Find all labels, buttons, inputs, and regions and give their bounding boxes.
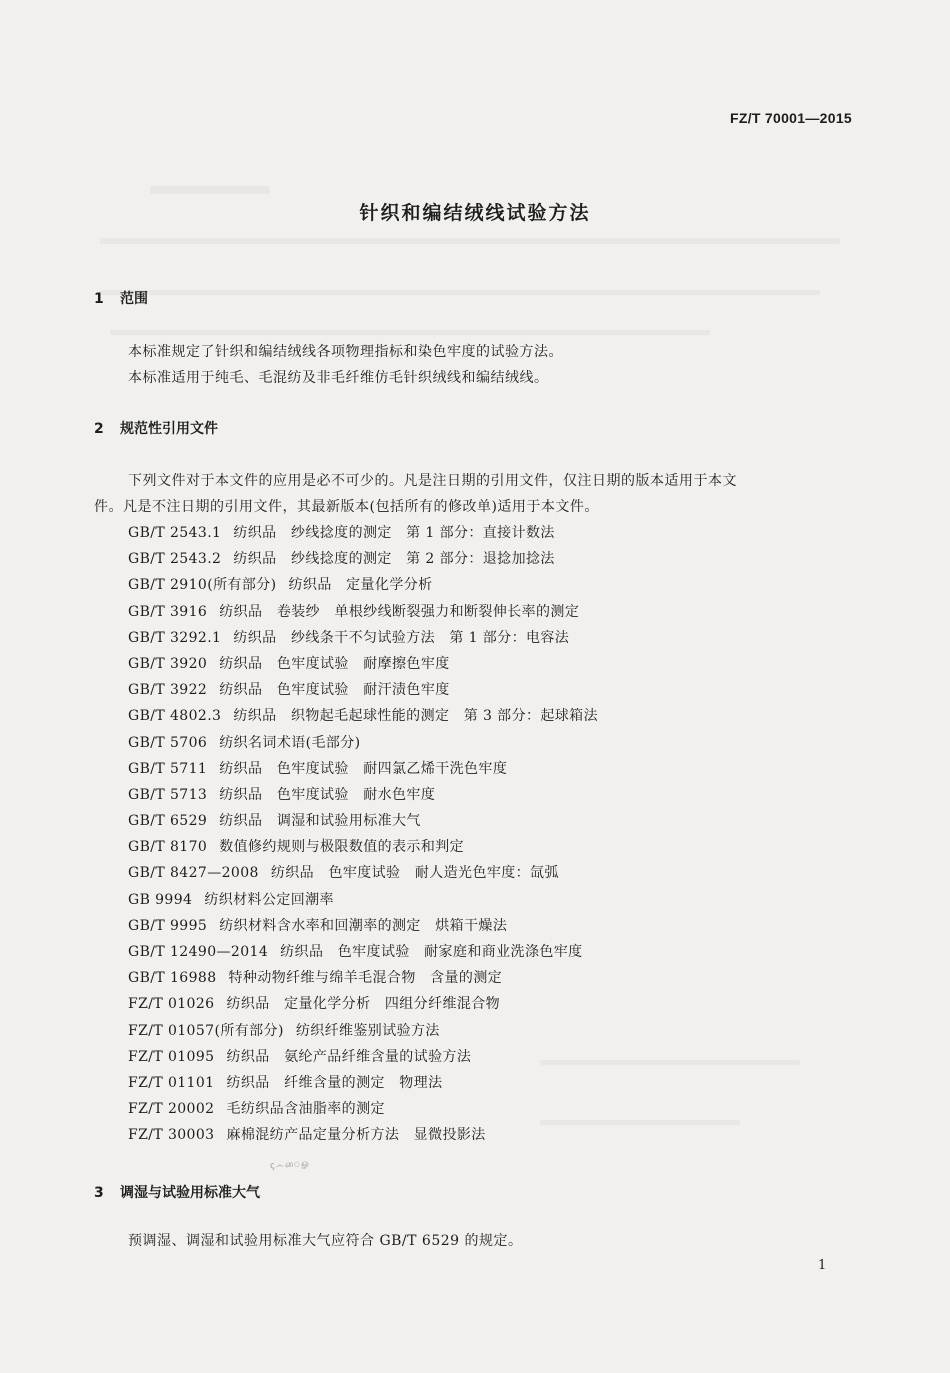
bleed-through-mark [150,186,270,194]
reference-title: 纺织品 纱线捻度的测定 第 1 部分：直接计数法 [233,525,555,541]
page-number: 1 [818,1258,827,1273]
reference-code: GB/T 16988 [128,970,217,987]
reference-item [128,703,598,729]
reference-item [128,939,598,965]
reference-title: 纺织名词术语(毛部分) [219,734,361,751]
bleed-through-mark [110,330,710,335]
reference-code: FZ/T 01057(所有部分) [128,1022,284,1039]
reference-item [128,913,598,939]
reference-code: FZ/T 01026 [128,996,215,1013]
reference-code: GB/T 3920 [128,655,208,672]
reference-code: GB/T 3916 [128,603,208,620]
reference-code: GB/T 9995 [128,917,208,934]
reference-title: 纺织品 纤维含量的测定 物理法 [226,1074,443,1091]
reference-code: GB/T 5706 [128,734,208,751]
bleed-through-mark [100,290,820,295]
reference-title: 纺织品 色牢度试验 耐人造光色牢度：氙弧 [270,865,559,882]
reference-title: 纺织材料含水率和回潮率的测定 烘箱干燥法 [219,917,508,934]
section-title: 范围 [120,291,148,307]
reference-item [128,860,598,886]
reference-item [128,965,598,991]
reference-title: 纺织品 调湿和试验用标准大气 [219,813,421,830]
reference-title: 特种动物纤维与绵羊毛混合物 含量的测定 [228,970,503,987]
reference-code: GB/T 5713 [128,786,208,803]
atmosphere-paragraph: 预调湿、调湿和试验用标准大气应符合 GB/T 6529 的规定。 [128,1233,523,1249]
reference-code: GB/T 2543.2 [128,551,222,568]
reference-title: 毛纺织品含油脂率的测定 [226,1101,385,1118]
standard-code: FZ/T 70001—2015 [729,110,852,126]
reference-title: 纺织品 织物起毛起球性能的测定 第 3 部分：起球箱法 [233,708,598,725]
reference-item [128,572,598,598]
reference-code: GB/T 8170 [128,839,208,856]
reference-item [128,546,598,572]
reference-title: 纺织品 卷装纱 单根纱线断裂强力和断裂伸长率的测定 [219,603,580,620]
reference-item [128,887,598,913]
reference-title: 纺织品 定量化学分析 [288,577,433,594]
reference-item [128,599,598,625]
reference-code: GB/T 3292.1 [128,629,222,646]
reference-list [128,520,598,1149]
reference-title: 纺织品 色牢度试验 耐家庭和商业洗涤色牢度 [280,944,583,960]
reference-title: 纺织品 色牢度试验 耐汗渍色牢度 [219,682,450,699]
reference-item [128,1096,598,1122]
reference-item [128,808,598,834]
section-2-heading [94,418,218,438]
reference-item [128,834,598,860]
reference-title: 纺织纤维鉴别试验方法 [295,1022,440,1039]
reference-code: FZ/T 01101 [128,1074,215,1091]
reference-item [128,782,598,808]
reference-title: 麻棉混纺产品定量分析方法 显微投影法 [226,1127,486,1144]
reference-item [128,1044,598,1070]
reference-code: GB/T 4802.3 [128,708,222,725]
reference-item [128,730,598,756]
reference-item [128,520,598,546]
reference-item [128,756,598,782]
section-1-heading [94,288,148,308]
reference-title: 纺织品 纱线条干不匀试验方法 第 1 部分：电容法 [233,629,570,646]
reference-code: GB/T 5711 [128,760,208,777]
normative-intro-line-1: 下列文件对于本文件的应用是必不可少的。凡是注日期的引用文件，仅注日期的版本适用于本文 [128,473,737,489]
reference-item [128,625,598,651]
reference-code: FZ/T 30003 [128,1127,215,1144]
reference-code: GB/T 2543.1 [128,525,222,541]
reference-title: 纺织品 色牢度试验 耐水色牢度 [219,786,436,803]
reference-title: 纺织品 氨纶产品纤维含量的试验方法 [226,1048,472,1065]
reference-code: GB/T 8427—2008 [128,865,259,882]
section-number: 2 [94,421,104,437]
reference-code: GB/T 12490—2014 [128,944,269,960]
reference-item [128,677,598,703]
reference-item [128,651,598,677]
section-number: 3 [94,1185,104,1201]
reference-title: 纺织品 定量化学分析 四组分纤维混合物 [226,996,501,1013]
section-number: 1 [94,291,104,307]
ink-stamp-mark: ꞔ෴ைௐ [269,1158,312,1172]
section-title: 调湿与试验用标准大气 [120,1185,260,1201]
scope-paragraph-1: 本标准规定了针织和编结绒线各项物理指标和染色牢度的试验方法。 [128,344,563,360]
section-title: 规范性引用文件 [120,421,218,437]
reference-title: 纺织品 纱线捻度的测定 第 2 部分：退捻加捻法 [233,551,555,568]
reference-code: GB/T 3922 [128,682,208,699]
reference-title: 纺织品 色牢度试验 耐四氯乙烯干洗色牢度 [219,760,508,777]
reference-code: FZ/T 01095 [128,1048,215,1065]
reference-title: 纺织材料公定回潮率 [204,891,334,908]
reference-item [128,1018,598,1044]
document-title: 针织和编结绒线试验方法 [359,202,591,224]
reference-code: FZ/T 20002 [128,1101,215,1118]
reference-item [128,991,598,1017]
reference-code: GB/T 2910(所有部分) [128,577,277,594]
section-3-heading [94,1182,260,1202]
reference-code: GB 9994 [128,891,193,908]
normative-intro-line-2: 件。凡是不注日期的引用文件，其最新版本(包括所有的修改单)适用于本文件。 [94,499,599,515]
bleed-through-mark [100,238,840,244]
scope-paragraph-2: 本标准适用于纯毛、毛混纺及非毛纤维仿毛针织绒线和编结绒线。 [128,370,549,386]
reference-item [128,1070,598,1096]
reference-title: 数值修约规则与极限数值的表示和判定 [219,839,465,856]
reference-title: 纺织品 色牢度试验 耐摩擦色牢度 [219,655,450,672]
reference-item [128,1122,598,1148]
reference-code: GB/T 6529 [128,813,208,830]
